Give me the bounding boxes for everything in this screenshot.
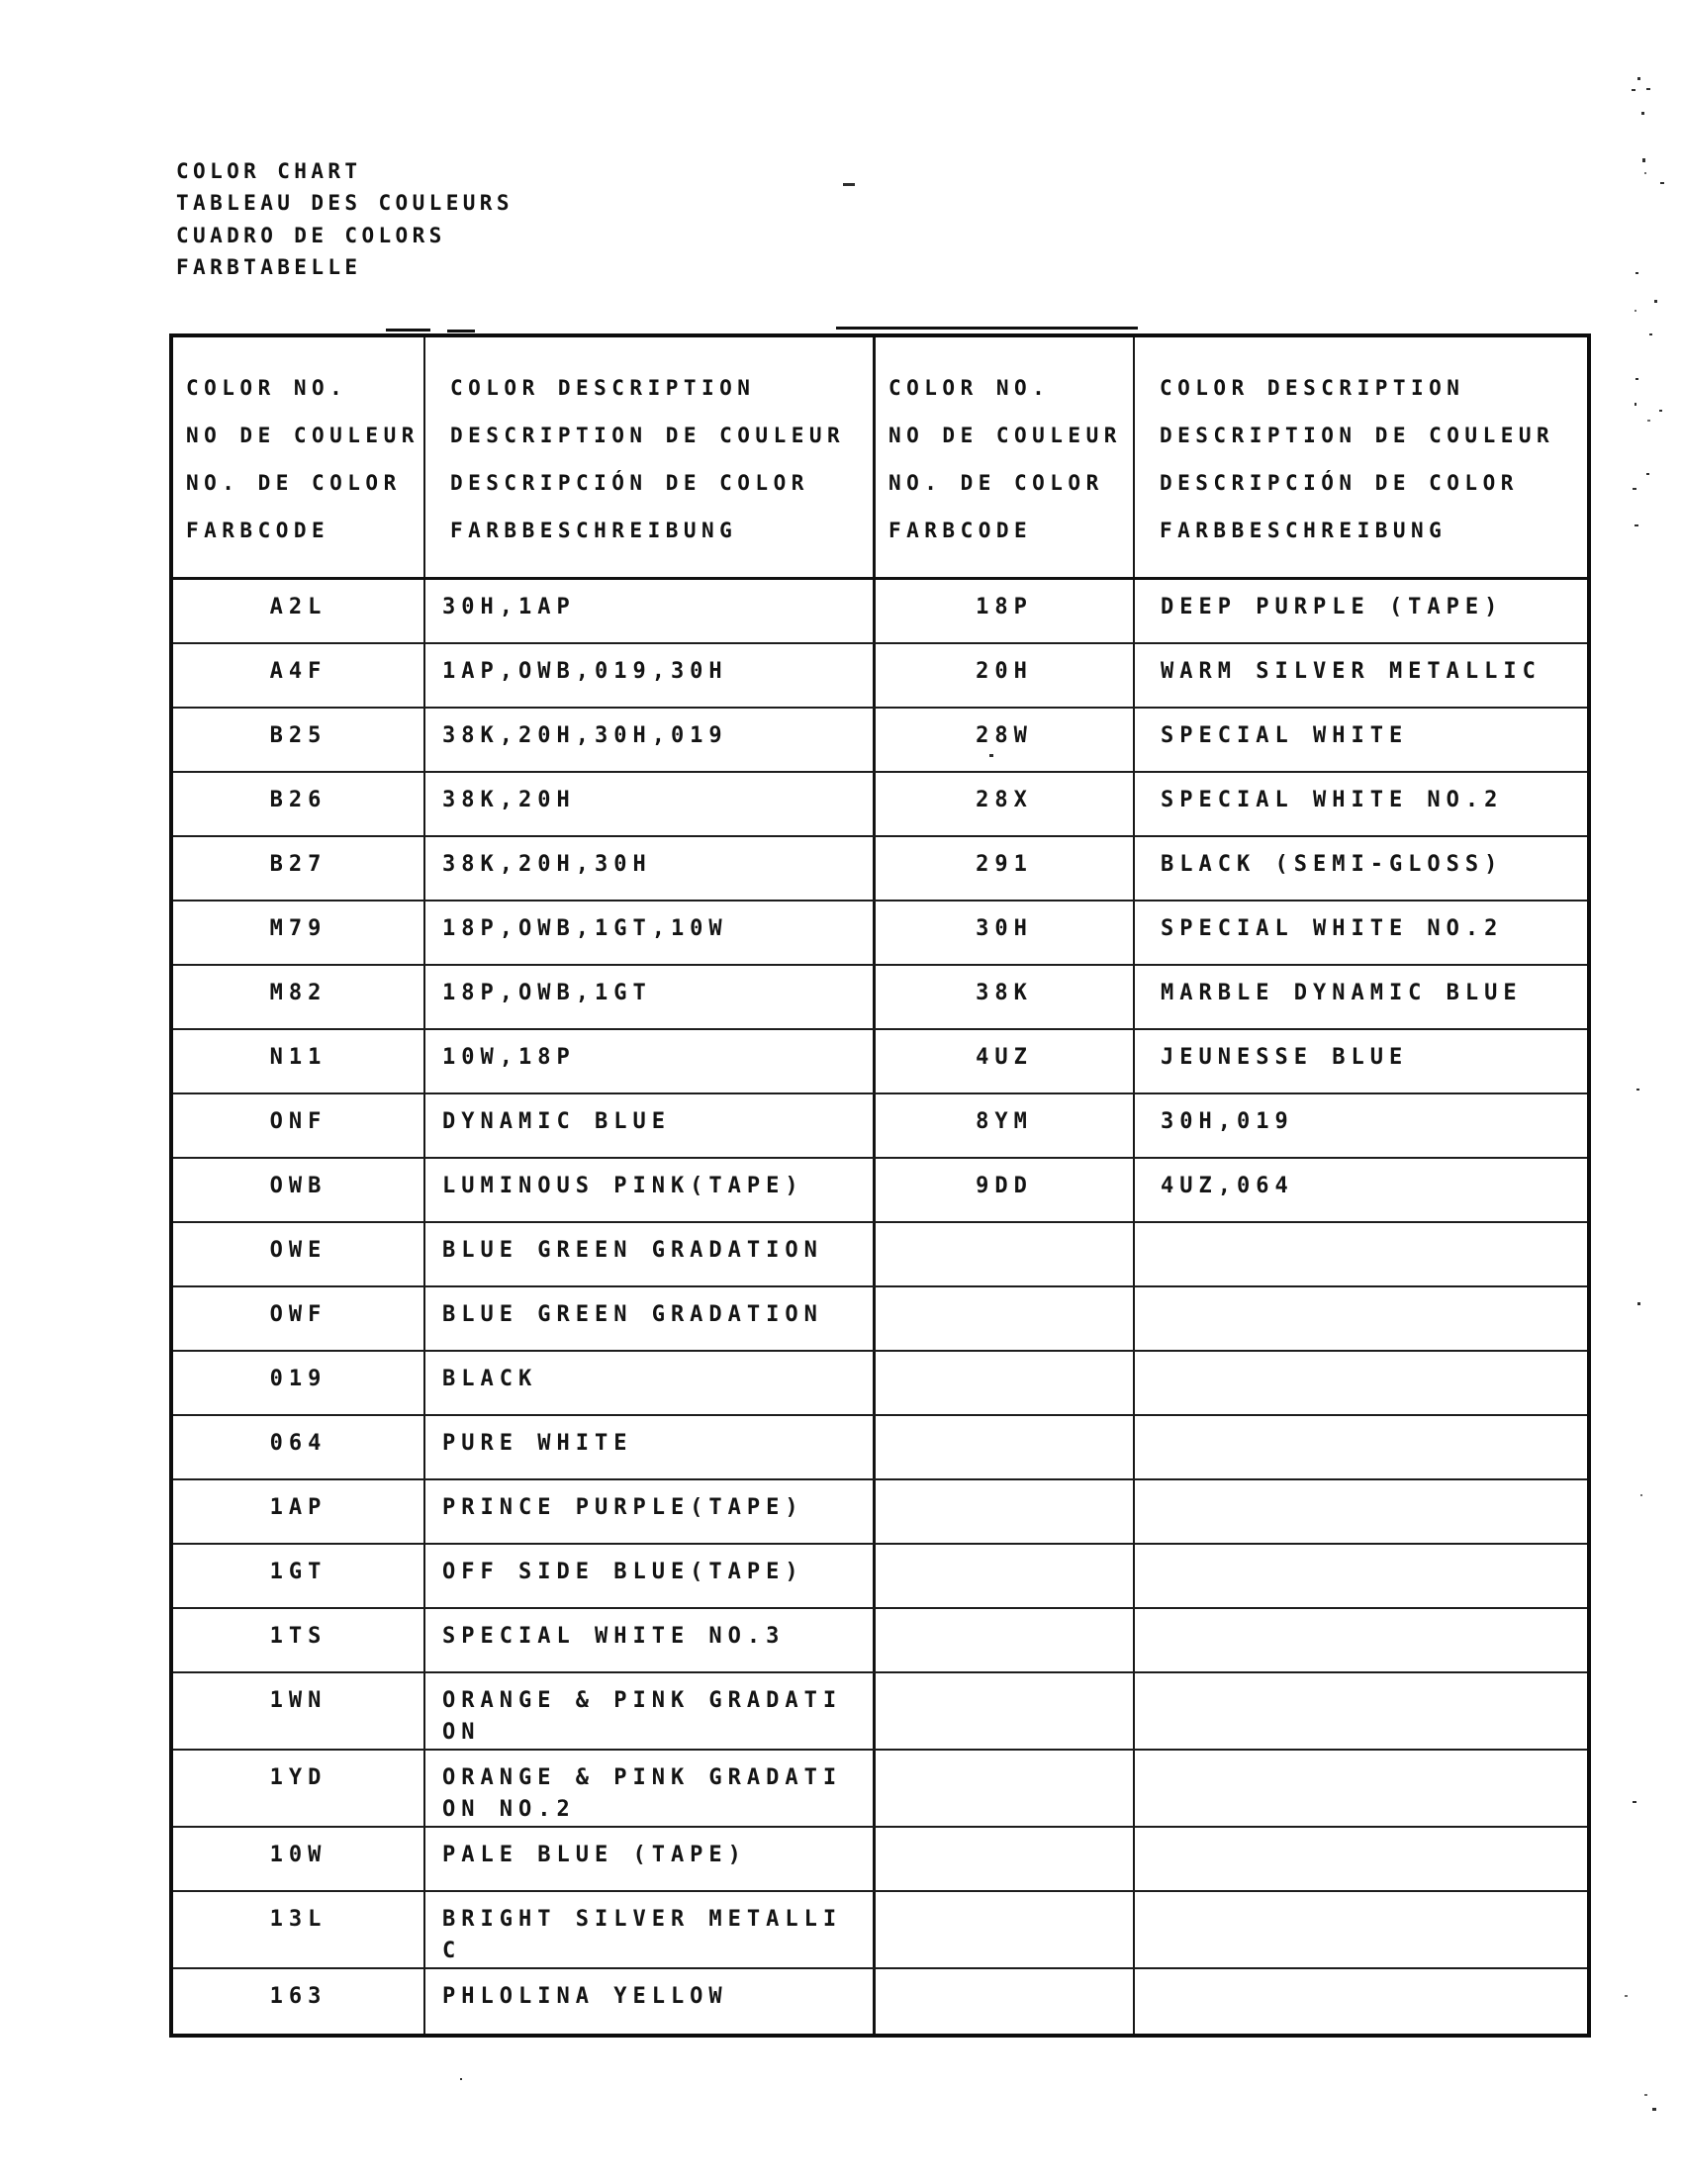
color-code-cell (876, 1352, 1135, 1414)
color-description-cell: PHLOLINA YELLOW (425, 1969, 876, 2034)
scan-speck (1642, 158, 1645, 162)
color-code-cell: OWF (173, 1287, 425, 1350)
table-row (173, 773, 1587, 837)
page-title-de: FARBTABELLE (176, 255, 362, 280)
color-description-cell (1135, 1892, 1579, 1967)
scan-speck (1660, 182, 1664, 184)
color-code-cell: 291 (876, 837, 1135, 900)
color-code-cell: 1WN (173, 1673, 425, 1749)
scan-speck (1625, 1995, 1628, 1997)
color-code-cell (876, 1751, 1135, 1826)
header-line: COLOR DESCRIPTION (1160, 376, 1465, 400)
scan-speck (1635, 403, 1636, 406)
color-description-cell: PURE WHITE (425, 1416, 876, 1478)
color-description-cell: 10W,18P (425, 1030, 876, 1092)
color-code-cell: 18P (876, 580, 1135, 642)
header-line: DESCRIPTION DE COULEUR (450, 424, 846, 447)
scan-speck (989, 754, 993, 757)
color-code-cell: 20H (876, 644, 1135, 707)
color-description-cell (1135, 1480, 1579, 1543)
color-code-cell: 019 (173, 1352, 425, 1414)
scan-speck (1647, 420, 1650, 422)
scan-speck (1635, 272, 1638, 274)
color-code-cell: 163 (173, 1969, 425, 2034)
table-header-row (173, 337, 1587, 580)
color-code-cell (876, 1545, 1135, 1607)
color-description-cell: 30H,1AP (425, 580, 876, 642)
color-description-cell (1135, 1609, 1579, 1671)
scan-speck (1633, 1801, 1636, 1803)
color-description-cell: 38K,20H,30H (425, 837, 876, 900)
scan-speck (1636, 1089, 1639, 1091)
color-description-cell: 38K,20H,30H,019 (425, 709, 876, 771)
scan-speck (1633, 488, 1636, 490)
scan-speck (1635, 524, 1638, 526)
table-row (173, 902, 1587, 966)
page-title-fr: TABLEAU DES COULEURS (176, 191, 514, 216)
color-code-cell: 4UZ (876, 1030, 1135, 1092)
table-row (173, 1287, 1587, 1352)
table-row (173, 1828, 1587, 1892)
color-code-cell: 28W (876, 709, 1135, 771)
color-description-cell: DEEP PURPLE (TAPE) (1161, 595, 1504, 619)
color-code-cell: 1YD (173, 1751, 425, 1826)
color-code-cell: OWB (173, 1159, 425, 1221)
scan-speck (1646, 473, 1649, 475)
color-code-cell: 1TS (173, 1609, 425, 1671)
header-color-description-left (425, 337, 876, 577)
scan-stitch (447, 330, 475, 332)
header-color-description-right (1135, 337, 1579, 577)
header-line: FARBCODE (186, 519, 330, 542)
header-color-no-left (173, 337, 425, 577)
color-description-cell: PRINCE PURPLE(TAPE) (425, 1480, 876, 1543)
table-row (173, 1223, 1587, 1287)
header-line: DESCRIPTION DE COULEUR (1160, 424, 1555, 447)
color-code-cell: 8YM (876, 1094, 1135, 1157)
color-description-cell (1135, 1828, 1579, 1890)
scan-stitch (386, 329, 430, 332)
color-code-cell: B25 (173, 709, 425, 771)
header-line: DESCRIPCIÓN DE COLOR (450, 471, 809, 495)
scan-speck (1635, 310, 1636, 312)
header-line: COLOR DESCRIPTION (450, 376, 756, 400)
scan-speck (1640, 1494, 1642, 1496)
color-code-cell: 38K (876, 966, 1135, 1028)
color-description-cell (1135, 1969, 1579, 2034)
color-code-cell: A4F (173, 644, 425, 707)
color-description-cell: SPECIAL WHITE (1161, 723, 1409, 748)
color-code-cell (876, 1416, 1135, 1478)
header-line: FARBBESCHREIBUNG (450, 519, 738, 542)
scan-speck (843, 183, 855, 186)
color-description-cell: MARBLE DYNAMIC BLUE (1161, 981, 1523, 1005)
page-title-en: COLOR CHART (176, 159, 362, 183)
page-title (176, 155, 514, 284)
color-description-cell: DYNAMIC BLUE (425, 1094, 876, 1157)
color-description-cell: BLUE GREEN GRADATION (425, 1223, 876, 1285)
color-description-cell: PALE BLUE (TAPE) (425, 1828, 876, 1890)
header-line: NO DE COULEUR (186, 424, 420, 447)
table-row (173, 1094, 1587, 1159)
header-line: NO. DE COLOR (888, 471, 1104, 495)
color-code-cell (876, 1480, 1135, 1543)
color-description-cell (1135, 1673, 1579, 1749)
color-description-cell (1135, 1287, 1579, 1350)
color-description-cell (1135, 1545, 1579, 1607)
table-row (173, 644, 1587, 709)
color-description-cell (1135, 1223, 1579, 1285)
color-code-cell: 1GT (173, 1545, 425, 1607)
color-code-cell: 1AP (173, 1480, 425, 1543)
color-description-cell: SPECIAL WHITE NO.3 (425, 1609, 876, 1671)
color-code-cell: N11 (173, 1030, 425, 1092)
table-row (173, 1416, 1587, 1480)
color-code-cell: 064 (173, 1416, 425, 1478)
color-code-cell: 28X (876, 773, 1135, 835)
color-description-cell: SPECIAL WHITE NO.2 (1161, 916, 1504, 941)
header-line: COLOR NO. (186, 376, 348, 400)
color-code-cell: 30H (876, 902, 1135, 964)
table-row (173, 1673, 1587, 1751)
color-code-cell: 9DD (876, 1159, 1135, 1221)
color-description-cell: BLACK (SEMI-GLOSS) (1161, 852, 1504, 877)
scan-stitch (836, 327, 1138, 330)
color-code-cell: B26 (173, 773, 425, 835)
color-description-cell: BLACK (425, 1352, 876, 1414)
header-line: NO DE COULEUR (888, 424, 1122, 447)
color-description-cell: WARM SILVER METALLIC (1161, 659, 1542, 684)
color-code-cell (876, 1673, 1135, 1749)
color-code-cell: 13L (173, 1892, 425, 1967)
table-row (173, 1352, 1587, 1416)
scan-speck (1637, 77, 1640, 80)
page-title-es: CUADRO DE COLORS (176, 223, 446, 247)
header-line: NO. DE COLOR (186, 471, 402, 495)
color-code-cell: B27 (173, 837, 425, 900)
color-description-cell (1135, 1751, 1579, 1826)
header-line: COLOR NO. (888, 376, 1051, 400)
color-description-cell: BLUE GREEN GRADATION (425, 1287, 876, 1350)
scan-speck (460, 2078, 462, 2080)
scan-speck (1632, 89, 1635, 91)
color-description-cell: 18P,OWB,1GT (425, 966, 876, 1028)
color-code-cell (876, 1609, 1135, 1671)
header-line: FARBBESCHREIBUNG (1160, 519, 1448, 542)
color-description-cell: 1AP,OWB,019,30H (425, 644, 876, 707)
table-row (173, 966, 1587, 1030)
color-description-cell: 38K,20H (425, 773, 876, 835)
color-description-cell: 30H,019 (1161, 1109, 1294, 1134)
color-code-cell (876, 1969, 1135, 2034)
color-chart-table (169, 333, 1591, 2038)
table-row (173, 1030, 1587, 1094)
color-description-cell: LUMINOUS PINK(TAPE) (425, 1159, 876, 1221)
scan-speck (1635, 378, 1638, 380)
color-description-cell: 18P,OWB,1GT,10W (425, 902, 876, 964)
table-row (173, 1751, 1587, 1828)
color-description-cell: SPECIAL WHITE NO.2 (1161, 788, 1504, 812)
table-row (173, 1159, 1587, 1223)
color-code-cell: OWE (173, 1223, 425, 1285)
color-description-cell (1135, 1352, 1579, 1414)
color-description-cell: ORANGE & PINK GRADATION (425, 1673, 876, 1749)
table-row (173, 580, 1587, 644)
scan-speck (1646, 88, 1650, 90)
color-description-cell: OFF SIDE BLUE(TAPE) (425, 1545, 876, 1607)
table-row (173, 1545, 1587, 1609)
table-row (173, 1892, 1587, 1969)
color-description-cell: JEUNESSE BLUE (1161, 1045, 1409, 1070)
color-description-cell (1135, 1416, 1579, 1478)
table-row (173, 837, 1587, 902)
header-line: DESCRIPCIÓN DE COLOR (1160, 471, 1519, 495)
table-row (173, 709, 1587, 773)
scan-speck (1649, 333, 1652, 335)
color-code-cell (876, 1223, 1135, 1285)
table-row (173, 1969, 1587, 2034)
color-description-cell: 4UZ,064 (1161, 1174, 1294, 1198)
scan-speck (1652, 2108, 1656, 2111)
scan-speck (1641, 112, 1644, 115)
scan-speck (1637, 1302, 1640, 1305)
scan-speck (1644, 2094, 1647, 2096)
color-code-cell: 10W (173, 1828, 425, 1890)
color-code-cell: M79 (173, 902, 425, 964)
table-row (173, 1609, 1587, 1673)
color-code-cell: ONF (173, 1094, 425, 1157)
color-code-cell (876, 1892, 1135, 1967)
color-code-cell: A2L (173, 580, 425, 642)
header-color-no-right (876, 337, 1135, 577)
color-description-cell: ORANGE & PINK GRADATION NO.2 (425, 1751, 876, 1826)
color-description-cell: BRIGHT SILVER METALLIC (425, 1892, 876, 1967)
scan-speck (1654, 300, 1657, 303)
color-code-cell (876, 1287, 1135, 1350)
scan-speck (1659, 410, 1662, 412)
table-row (173, 1480, 1587, 1545)
color-code-cell (876, 1828, 1135, 1890)
color-code-cell: M82 (173, 966, 425, 1028)
scan-speck (1644, 172, 1646, 174)
header-line: FARBCODE (888, 519, 1033, 542)
